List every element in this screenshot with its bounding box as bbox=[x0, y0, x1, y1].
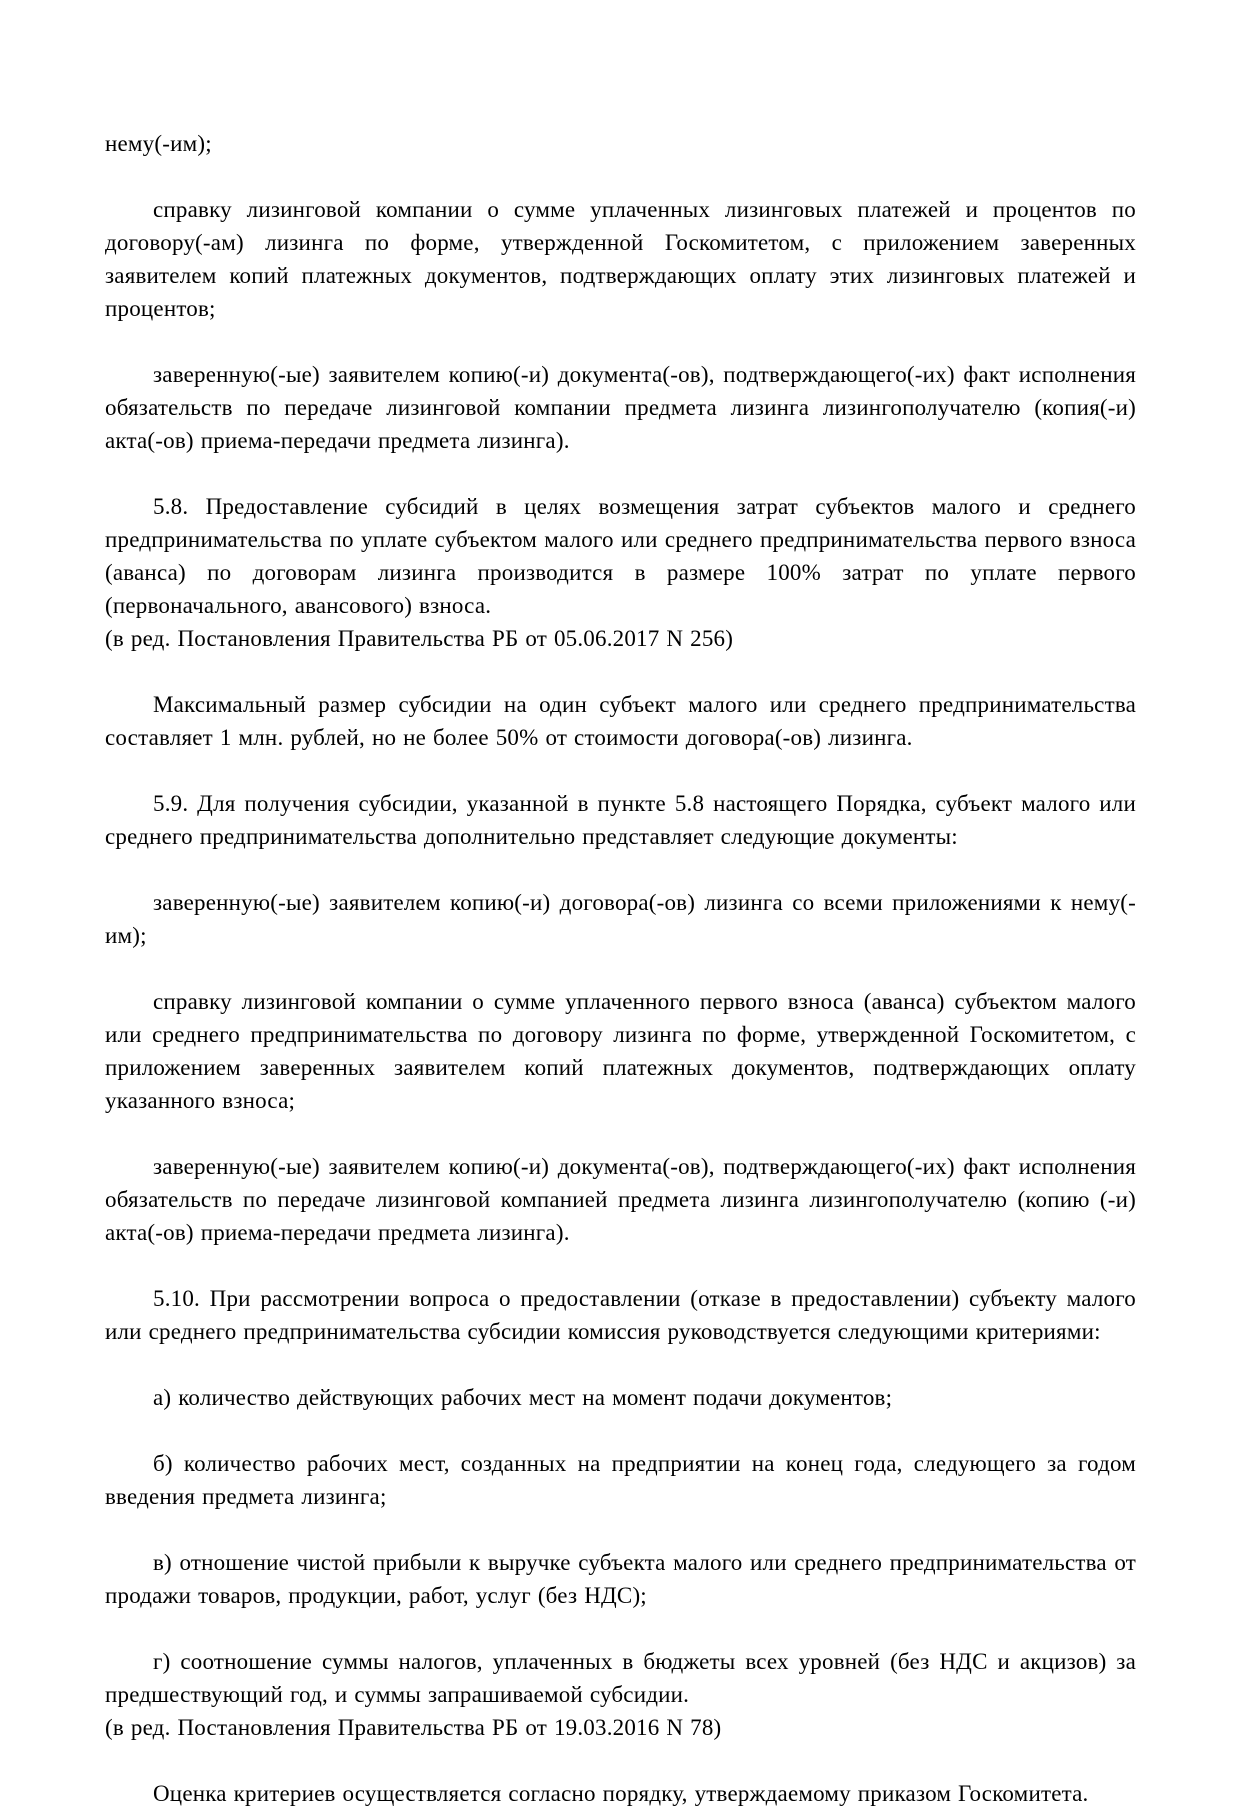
paragraph-clause-5-8: 5.8. Предоставление субсидий в целях возмещения затрат субъектов малого и среднего предпринимательства по уплате субъектом малого или среднего предпринимательства первого взноса (аванса) по договорам лизинга производится в размере 100% затрат по уплате первого (первоначального, авансового) взноса. bbox=[105, 494, 1136, 618]
paragraph-certified-copy-transfer: заверенную(-ые) заявителем копию(-и) документа(-ов), подтверждающего(-их) факт исполнения обязательств по передаче лизинговой компании предмета лизинга лизингополучателю (копия(-и) акта(-ов) приема-передачи предмета лизинга). bbox=[105, 362, 1136, 453]
paragraph-certificate-first-payment: справку лизинговой компании о сумме уплаченного первого взноса (аванса) субъектом малого или среднего предпринимательства по договору лизинга по форме, утвержденной Госкомитетом, с приложением заверенных заявителем копий платежных документов, подтверждающих оплату указанного взноса; bbox=[105, 989, 1136, 1113]
criterion-a: а) количество действующих рабочих мест на момент подачи документов; bbox=[153, 1385, 893, 1410]
paragraph-certified-copy-contract: заверенную(-ые) заявителем копию(-и) договора(-ов) лизинга со всеми приложениями к нему(-им); bbox=[105, 890, 1136, 948]
criterion-v: в) отношение чистой прибыли к выручке субъекта малого или среднего предпринимательства от продажи товаров, продукции, работ, услуг (без НДС); bbox=[105, 1550, 1136, 1608]
paragraph-clause-5-10: 5.10. При рассмотрении вопроса о предоставлении (отказе в предоставлении) субъекту малого или среднего предпринимательства субсидии комиссия руководствуется следующими критериями: bbox=[105, 1286, 1136, 1344]
amendment-note-2016: (в ред. Постановления Правительства РБ от 19.03.2016 N 78) bbox=[105, 1715, 722, 1740]
paragraph-certified-copy-acceptance: заверенную(-ые) заявителем копию(-и) документа(-ов), подтверждающего(-их) факт исполнения обязательств по передаче лизинговой компанией предмета лизинга лизингополучателю (копию (-и) акта(-ов) приема-передачи предмета лизинга). bbox=[105, 1154, 1136, 1245]
paragraph-continuation: нему(-им); bbox=[105, 131, 212, 156]
criterion-g: г) соотношение суммы налогов, уплаченных в бюджеты всех уровней (без НДС и акцизов) за предшествующий год, и суммы запрашиваемой субсидии. bbox=[105, 1649, 1136, 1707]
paragraph-max-subsidy: Максимальный размер субсидии на один субъект малого или среднего предпринимательства составляет 1 млн. рублей, но не более 50% от стоимости договора(-ов) лизинга. bbox=[105, 692, 1136, 750]
paragraph-criteria-evaluation: Оценка критериев осуществляется согласно порядку, утверждаемому приказом Госкомитета. bbox=[153, 1781, 1089, 1806]
criterion-b: б) количество рабочих мест, созданных на предприятии на конец года, следующего за годом введения предмета лизинга; bbox=[105, 1451, 1136, 1509]
paragraph-certificate-payments: справку лизинговой компании о сумме уплаченных лизинговых платежей и процентов по договору(-ам) лизинга по форме, утвержденной Госкомитетом, с приложением заверенных заявителем копий платежных документов, подтверждающих оплату этих лизинговых платежей и процентов; bbox=[105, 197, 1136, 321]
paragraph-clause-5-9: 5.9. Для получения субсидии, указанной в пункте 5.8 настоящего Порядка, субъект малого или среднего предпринимательства дополнительно представляет следующие документы: bbox=[105, 791, 1136, 849]
amendment-note-2017: (в ред. Постановления Правительства РБ от 05.06.2017 N 256) bbox=[105, 626, 734, 651]
